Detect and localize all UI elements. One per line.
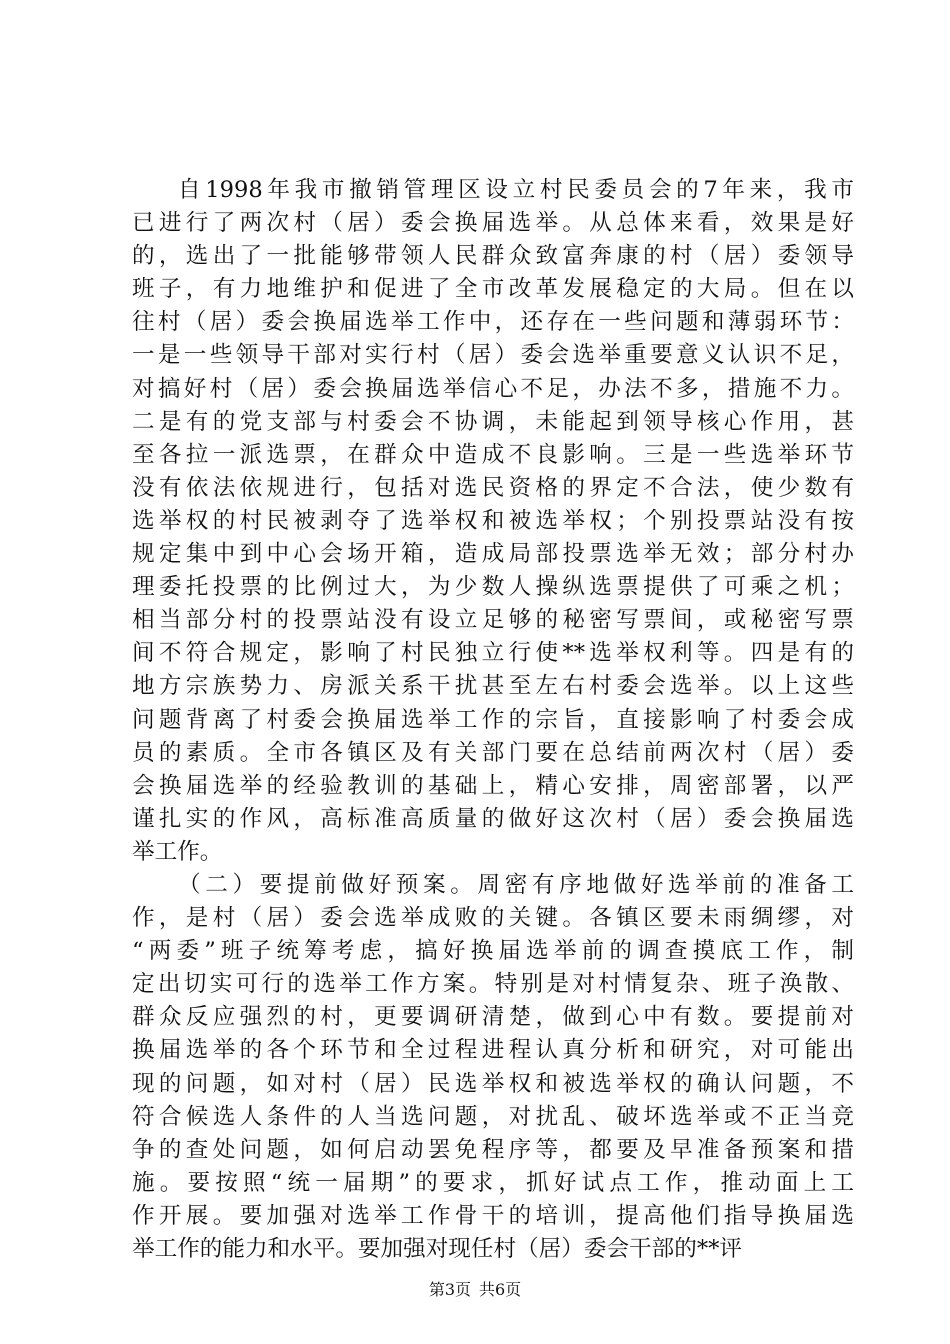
text-line: 举工作的能力和水平。要加强对现任村（居）委会干部的**评 [132, 1236, 743, 1262]
text-line: 施。要按照“统一届期”的要求，抓好试点工作，推动面上工 [132, 1169, 854, 1196]
text-line: 举工作。 [132, 838, 223, 865]
text-line: 作，是村（居）委会选举成败的关键。各镇区要未雨绸缪，对 [132, 905, 854, 932]
paragraph-2 [132, 869, 854, 1266]
text-line: 的，选出了一批能够带领人民群众致富奔康的村（居）委领导 [132, 243, 854, 270]
text-line: 作开展。要加强对选举工作骨干的培训，提高他们指导换届选 [132, 1202, 854, 1229]
text-line: 往村（居）委会换届选举工作中，还存在一些问题和薄弱环节： [132, 309, 854, 336]
text-line: 选举权的村民被剥夺了选举权和被选举权；个别投票站没有按 [132, 507, 854, 534]
text-line: 自1998年我市撤销管理区设立村民委员会的7年来，我市 [178, 177, 854, 203]
text-line: 争的查处问题，如何启动罢免程序等，都要及早准备预案和措 [132, 1136, 854, 1163]
page-footer [0, 1279, 950, 1301]
text-line: 没有依法依规进行，包括对选民资格的界定不合法，使少数有 [132, 474, 854, 501]
text-line: 定出切实可行的选举工作方案。特别是对村情复杂、班子涣散、 [132, 971, 854, 998]
text-line: 群众反应强烈的村，更要调研清楚，做到心中有数。要提前对 [132, 1004, 854, 1031]
text-line: 至各拉一派选票，在群众中造成不良影响。三是一些选举环节 [132, 441, 854, 468]
text-line: 地方宗族势力、房派关系干扰甚至左右村委会选举。以上这些 [132, 673, 854, 700]
text-line: 符合候选人条件的人当选问题，对扰乱、破坏选举或不正当竞 [132, 1103, 854, 1130]
text-line: 对搞好村（居）委会换届选举信心不足，办法不多，措施不力。 [132, 375, 854, 402]
page-total: 共6页 [479, 1280, 522, 1299]
text-line: （二）要提前做好预案。周密有序地做好选举前的准备工 [178, 871, 854, 898]
text-line: 问题背离了村委会换届选举工作的宗旨，直接影响了村委会成 [132, 706, 854, 733]
page-number: 第3页 [428, 1280, 471, 1299]
text-line: 谨扎实的作风，高标准高质量的做好这次村（居）委会换届选 [132, 805, 854, 832]
text-line: 二是有的党支部与村委会不协调，未能起到领导核心作用，甚 [132, 408, 854, 435]
text-line: 规定集中到中心会场开箱，造成局部投票选举无效；部分村办 [132, 541, 854, 568]
text-line: 换届选举的各个环节和全过程进程认真分析和研究，对可能出 [132, 1037, 854, 1064]
document-body [132, 174, 854, 1266]
text-line: 现的问题，如对村（居）民选举权和被选举权的确认问题，不 [132, 1070, 854, 1097]
text-line: 相当部分村的投票站没有设立足够的秘密写票间，或秘密写票 [132, 607, 854, 634]
text-line: 已进行了两次村（居）委会换届选举。从总体来看，效果是好 [132, 210, 854, 237]
text-line: “两委”班子统筹考虑，搞好换届选举前的调查摸底工作，制 [132, 938, 854, 965]
text-line: 理委托投票的比例过大，为少数人操纵选票提供了可乘之机； [132, 574, 854, 601]
text-line: 一是一些领导干部对实行村（居）委会选举重要意义认识不足， [132, 342, 854, 369]
text-line: 会换届选举的经验教训的基础上，精心安排，周密部署，以严 [132, 772, 854, 799]
text-line: 员的素质。全市各镇区及有关部门要在总结前两次村（居）委 [132, 739, 854, 766]
text-line: 班子，有力地维护和促进了全市改革发展稳定的大局。但在以 [132, 276, 854, 303]
paragraph-1 [132, 174, 854, 869]
text-line: 间不符合规定，影响了村民独立行使**选举权利等。四是有的 [132, 640, 854, 667]
